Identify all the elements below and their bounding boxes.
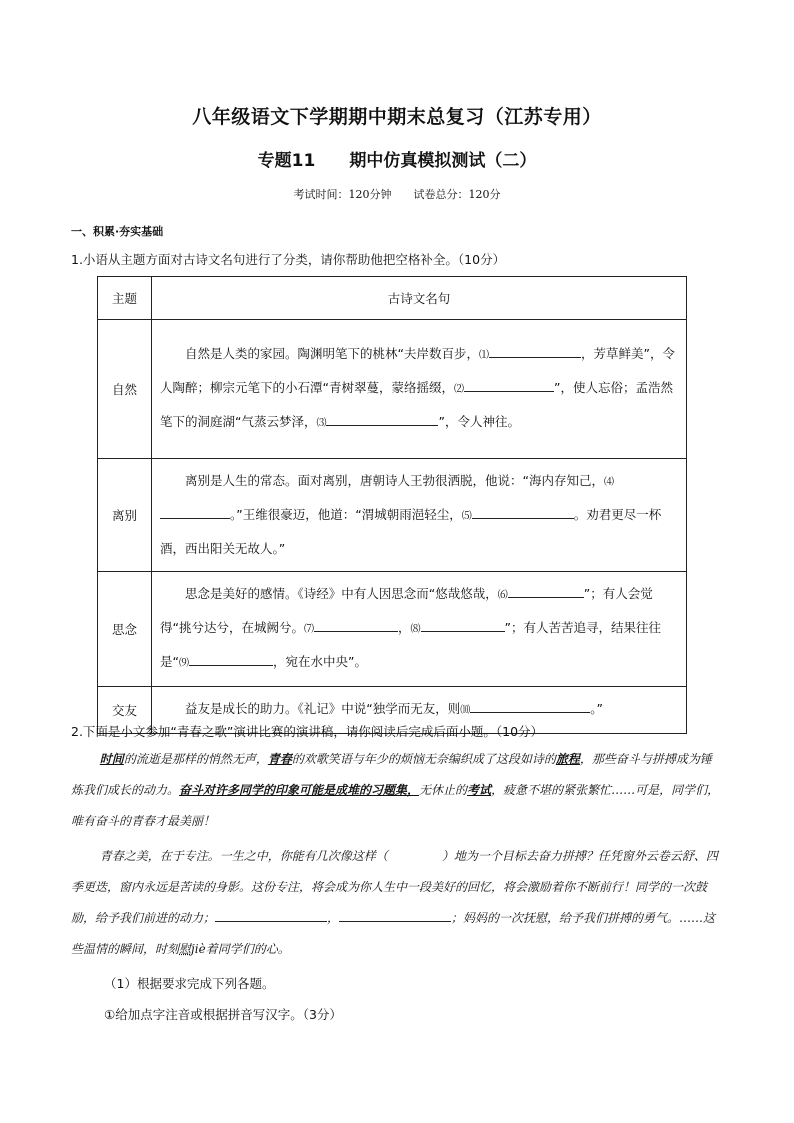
blank-number: ⑼ [178,658,189,669]
answer-blank[interactable] [464,377,554,392]
row-content: 益友是成长的助力。《礼记》中说“独学而无友，则⑽ 。” [152,687,687,734]
subtitle-topic: 专题11 [257,151,316,171]
answer-blank[interactable] [326,411,438,426]
marked-word: 青春 [267,752,292,766]
blank-number: ⑸ [461,511,472,522]
answer-blank[interactable] [215,907,327,922]
question-2-prompt: 2.下面是小文参加“青春之歌”演讲比赛的演讲稿，请你阅读后完成后面小题。（10分） [71,724,544,739]
row-theme: 交友 [98,687,152,734]
question-1-prompt: 1.小语从主题方面对古诗文名句进行了分类，请你帮助他把空格补全。（10分） [71,252,506,267]
blank-number: ⑴ [478,350,489,361]
table-row [98,459,687,572]
blank-number: ⑷ [603,477,614,488]
total-score: 试卷总分：120分 [413,188,501,201]
answer-blank[interactable] [314,617,398,632]
blank-number: ⑻ [410,624,421,635]
blank-number: ⑽ [460,705,471,716]
poem-table [97,276,687,734]
blank-number: ⑺ [303,624,314,635]
page-subtitle [0,146,794,171]
table-row [98,320,687,459]
answer-blank[interactable] [160,504,230,519]
dotted-character: 慰 [179,942,192,956]
page-title: 八年级语文下学期期中期末总复习（江苏专用） [192,106,602,128]
row-content: 离别是人生的常态。面对离别，唐朝诗人王勃很洒脱，他说：“海内存知己，⑷。”王维很豪迈，他道：“渭城朝雨浥轻尘，⑸ 。劝君更尽一杯酒，西出阳关无故人。” [152,459,687,572]
pinyin: jiè [191,942,206,956]
subtitle-name: 期中仿真模拟测试（二） [349,151,537,171]
answer-blank[interactable] [339,907,451,922]
marked-word: 考试 [467,783,492,797]
answer-blank[interactable] [189,651,273,666]
marked-word: 旅程 [555,752,580,766]
row-content: 自然是人类的家园。陶渊明笔下的桃林“夫岸数百步，⑴ ，芳草鲜美”，令人陶醉；柳宗元笔下的小石潭“青树翠蔓，蒙络摇缀，⑵ ”，使人忘俗；孟浩然笔下的洞庭湖“气蒸云梦泽，⑶ ”，令人神往。 [152,320,687,459]
blank-number: ⑵ [453,384,464,395]
section-heading: 一、积累·夯实基础 [71,225,164,238]
row-theme: 离别 [98,459,152,572]
answer-blank[interactable] [508,583,584,598]
blank-number: ⑶ [316,418,327,429]
essay-paragraph-2: 青春之美，在于专注。一生之中，你能有几次像这样（ ）地为一个目标去奋力拼搏？任凭窗外云卷云舒、四季更迭，窗内永远是苦读的身影。这份专注，将会成为你人生中一段美好的回忆，将会激励着你不断前行！同学的一次鼓励，给予我们前进的动力； ， ；妈妈的一次抚慰，给予我们拼搏的勇气。……这些温情的瞬间，时刻慰jiè着同学们的心。 [71,849,718,956]
underlined-sentence: 奋斗对许多同学的印象可能是成堆的习题集， [179,783,420,797]
row-theme: 自然 [98,320,152,459]
header-theme: 主题 [98,277,152,320]
exam-info [0,186,794,202]
row-content: 思念是美好的感情。《诗经》中有人因思念而“悠哉悠哉，⑹ ”；有人会觉得“挑兮达兮，在城阙兮。⑺ ，⑻ ”；有人苦苦追寻，结果往往是“⑼ ，宛在水中央”。 [152,572,687,687]
blank-number: ⑹ [497,590,508,601]
header-content: 古诗文名句 [152,277,687,320]
sub-question-1a: ①给加点字注音或根据拼音写汉字。（3分） [104,1007,342,1022]
answer-blank[interactable] [472,504,574,519]
answer-blank[interactable] [489,343,581,358]
table-row [98,572,687,687]
exam-time: 考试时间：120分钟 [293,188,392,201]
row-theme: 思念 [98,572,152,687]
answer-blank[interactable] [470,698,590,713]
marked-word: 时间 [99,752,124,766]
table-header-row [98,277,687,320]
answer-blank[interactable] [421,617,505,632]
sub-question-1: （1）根据要求完成下列各题。 [104,976,275,991]
essay-paragraph-1: 时间的流逝是那样的悄然无声，青春的欢歌笑语与年少的烦恼无奈编织成了这段如诗的旅程，那些奋斗与拼搏成为锤炼我们成长的动力。奋斗对许多同学的印象可能是成堆的习题集，无休止的考试，疲惫不堪的紧张繁忙……可是，同学们，唯有奋斗的青春才最美丽！ [71,752,720,828]
